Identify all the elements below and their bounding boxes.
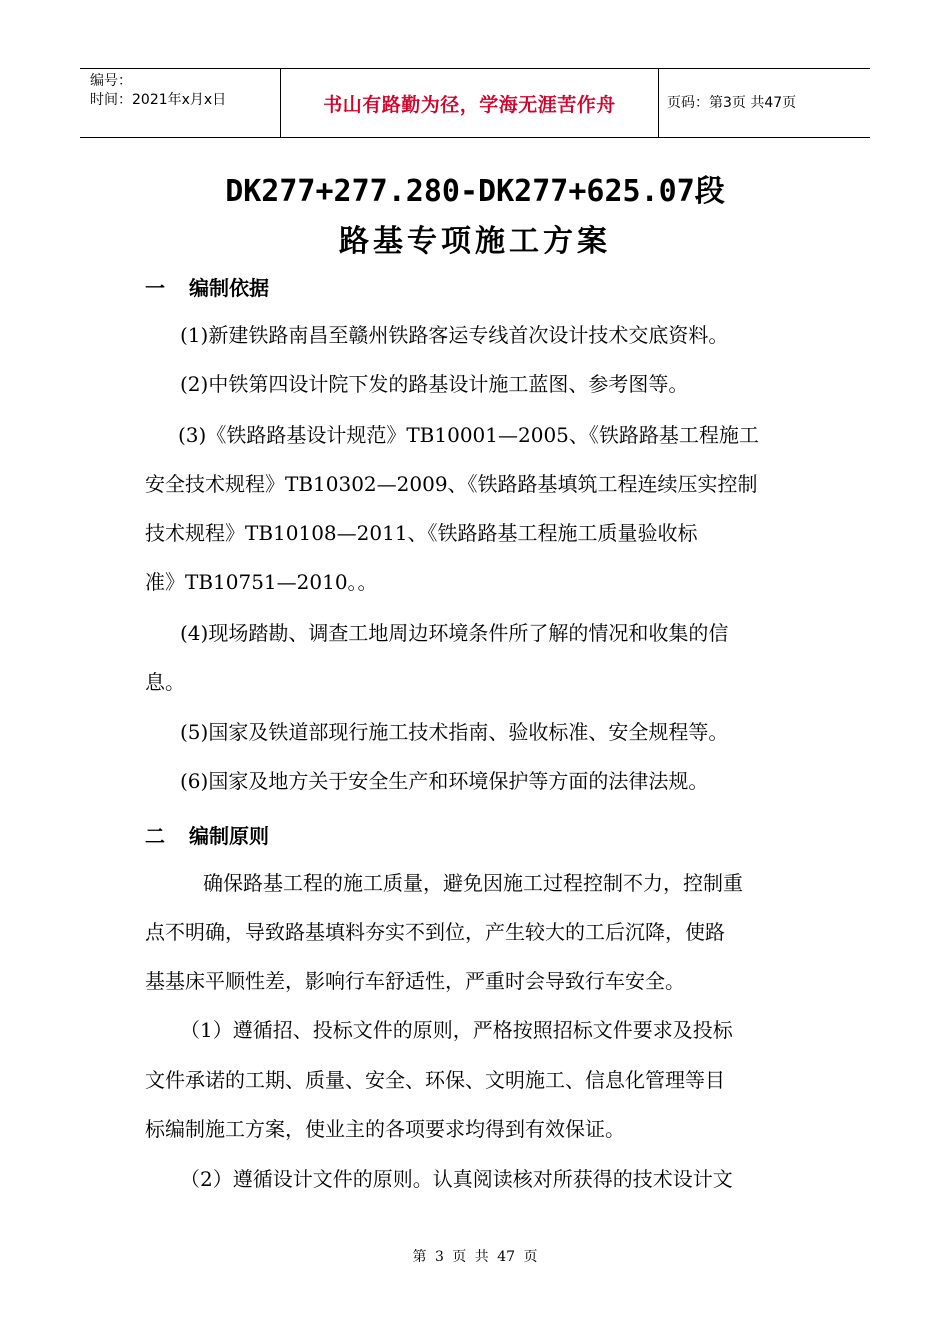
- paragraph-line: (6)国家及地方关于安全生产和环境保护等方面的法律法规。: [180, 769, 709, 793]
- paragraph-line: 安全技术规程》TB10302—2009、《铁路路基填筑工程连续压实控制: [145, 472, 758, 496]
- header-page-cell: [659, 69, 870, 137]
- paragraph-line: (3)《铁路路基设计规范》TB10001—2005、《铁路路基工程施工: [178, 423, 759, 447]
- paragraph-line: 技术规程》TB10108—2011、《铁路路基工程施工质量验收标: [145, 521, 698, 545]
- page-footer: 第 3 页 共 47 页: [412, 1249, 538, 1265]
- section-number: 二: [145, 824, 165, 848]
- date-line: 时间：2021年x月x日: [90, 92, 227, 108]
- document-title-line2: 路基专项施工方案: [339, 224, 611, 259]
- paragraph-line: (2)中铁第四设计院下发的路基设计施工蓝图、参考图等。: [180, 372, 689, 396]
- paragraph-line: (1)新建铁路南昌至赣州铁路客运专线首次设计技术交底资料。: [180, 323, 729, 347]
- section-number: 一: [145, 276, 165, 300]
- page-header-table: [80, 68, 870, 138]
- motto-text: 书山有路勤为径，学海无涯苦作舟: [323, 93, 616, 116]
- section-title: 编制原则: [189, 824, 269, 848]
- paragraph-line: (4)现场踏勘、调查工地周边环境条件所了解的情况和收集的信: [180, 621, 729, 645]
- document-title-line1: DK277+277.280-DK277+625.07段: [225, 174, 725, 209]
- paragraph-line: 文件承诺的工期、质量、安全、环保、文明施工、信息化管理等目: [145, 1068, 725, 1092]
- paragraph-line: （1）遵循招、投标文件的原则，严格按照招标文件要求及投标: [180, 1018, 733, 1042]
- paragraph-line: （2）遵循设计文件的原则。认真阅读核对所获得的技术设计文: [180, 1167, 733, 1191]
- paragraph-line: (5)国家及铁道部现行施工技术指南、验收标准、安全规程等。: [180, 720, 729, 744]
- paragraph-line: 准》TB10751—2010。。: [145, 570, 378, 594]
- paragraph-line: 息。: [145, 670, 185, 694]
- section-title: 编制依据: [189, 276, 269, 300]
- paragraph-line: 点不明确，导致路基填料夯实不到位，产生较大的工后沉降，使路: [145, 920, 725, 944]
- paragraph-line: 基基床平顺性差，影响行车舒适性，严重时会导致行车安全。: [145, 969, 685, 993]
- section-heading-2: [145, 820, 269, 849]
- section-heading-1: [145, 272, 269, 301]
- header-motto-cell: [281, 69, 659, 137]
- paragraph-line: 标编制施工方案，使业主的各项要求均得到有效保证。: [145, 1117, 625, 1141]
- page-info: 页码：第3页 共47页: [667, 94, 797, 111]
- header-meta-cell: [80, 69, 281, 137]
- serial-number-label: 编号：: [90, 73, 132, 89]
- paragraph-line: 确保路基工程的施工质量，避免因施工过程控制不力，控制重: [203, 871, 743, 895]
